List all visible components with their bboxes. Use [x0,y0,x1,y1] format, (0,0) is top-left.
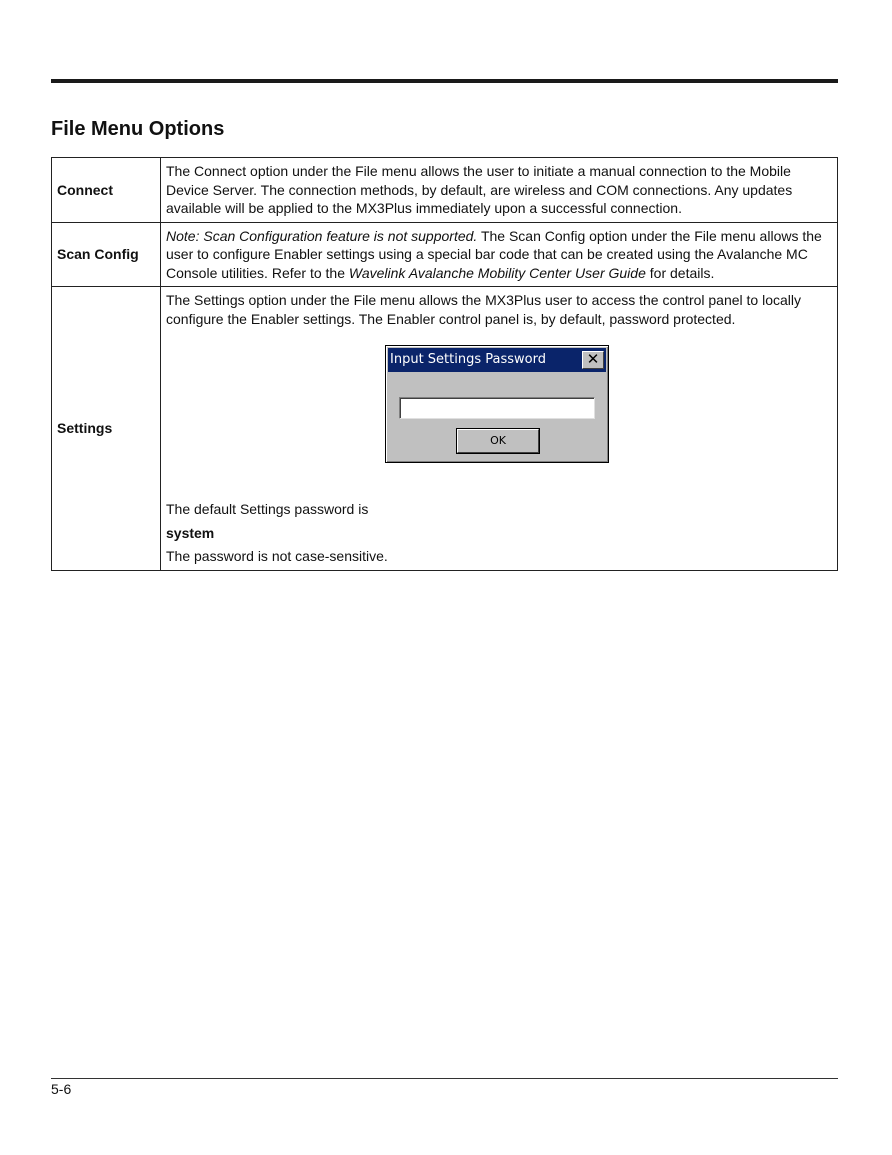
ok-button[interactable]: OK [457,429,539,453]
default-password: system [166,524,215,541]
term-connect: Connect [52,158,161,223]
description-scan-config [161,222,838,287]
password-dialog [385,345,609,463]
header-rule [51,79,838,83]
case-sensitivity-note: The password is not case-sensitive. [166,548,388,564]
table-row-settings [52,287,838,571]
description-settings [161,287,838,571]
settings-description: The Settings option under the File menu allows the MX3Plus user to access the control panel to locally configure the Enabler settings. The Enabler control panel is, by default, password protected. [166,292,802,327]
footer-rule [51,1078,838,1079]
close-icon[interactable]: ✕ [582,351,604,369]
scan-config-text: The Scan Config option under the File menu allows the user to configure Enabler settings using a special bar code that can be created using the Avalanche MC Console utilities. Refer to the [166,227,822,281]
dialog-figure [166,328,832,500]
scan-config-note: Note: Scan Configuration feature is not supported. [166,227,478,244]
table-row-connect [52,158,838,223]
page-number: 5-6 [51,1081,72,1097]
section-title: File Menu Options [51,118,225,140]
password-input[interactable] [399,397,595,419]
default-password-intro: The default Settings password is [166,501,369,517]
dialog-titlebar [388,348,606,372]
dialog-title: Input Settings Password [390,352,546,367]
table-row-scan-config [52,222,838,287]
term-scan-config: Scan Config [52,222,161,287]
guide-title: Wavelink Avalanche Mobility Center User Guide [348,264,646,281]
scan-config-text-end: for details. [645,264,715,281]
file-menu-options-table [51,157,838,571]
description-connect: The Connect option under the File menu allows the user to initiate a manual connection to the Mobile Device Server. The connection methods, by default, are wireless and COM connections. Any updates available will be applied to the MX3Plus immediately upon a successful connection. [161,158,838,223]
term-settings: Settings [52,287,161,571]
